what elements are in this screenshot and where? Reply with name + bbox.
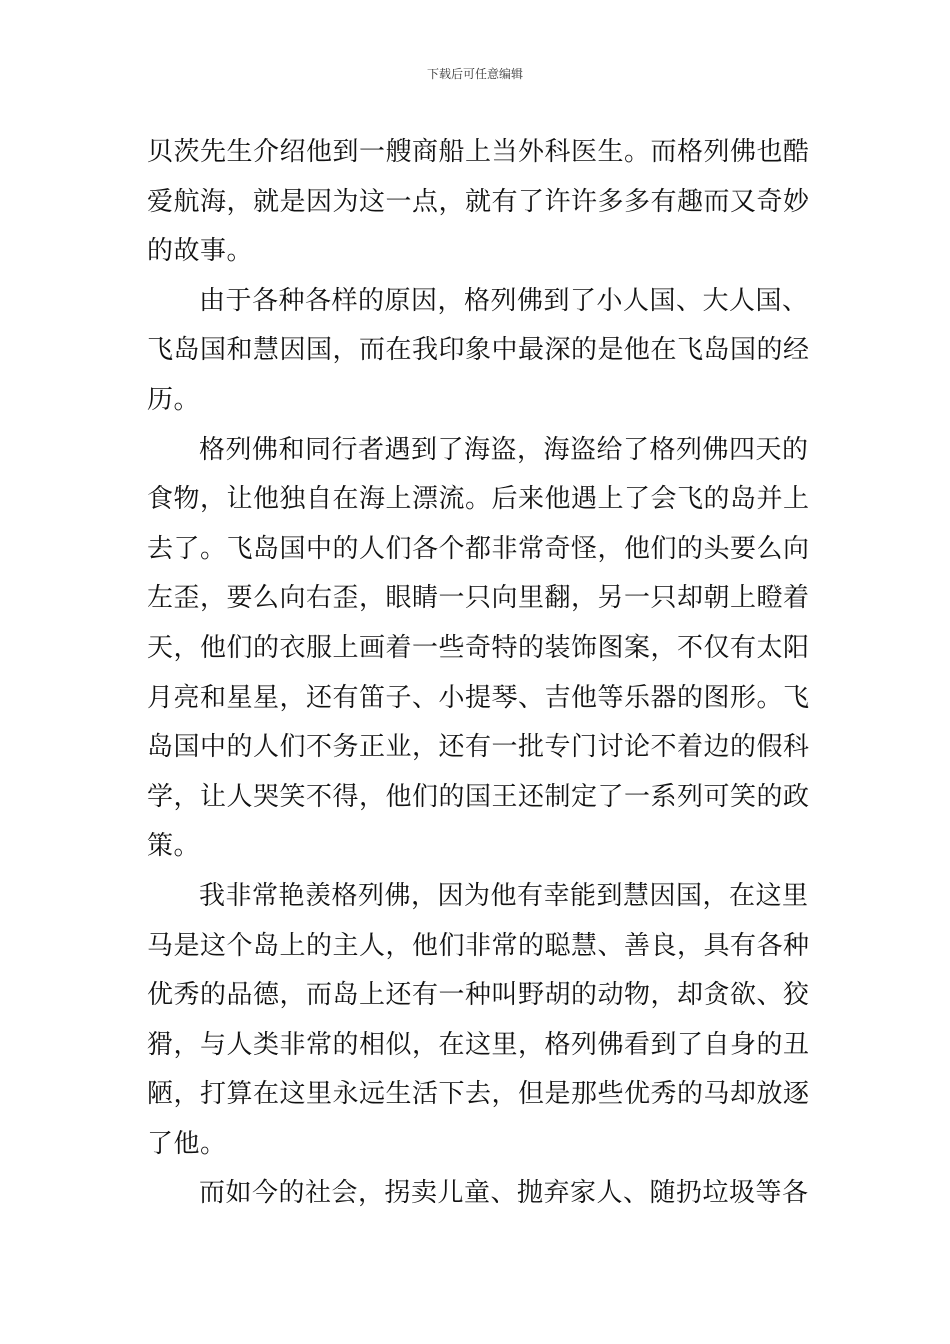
text-line: 去了。飞岛国中的人们各个都非常奇怪，他们的头要么向 [147,533,810,564]
text-line: 历。 [147,384,201,415]
paragraph-start-line: 我非常艳羡格列佛，因为他有幸能到慧因国，在这里 [199,880,809,911]
text-line: 左歪，要么向右歪，眼睛一只向里翻，另一只却朝上瞪着 [147,583,810,614]
text-line: 食物，让他独自在海上漂流。后来他遇上了会飞的岛并上 [147,484,810,515]
text-line: 爱航海，就是因为这一点，就有了许许多多有趣而又奇妙 [147,186,810,217]
text-line: 马是这个岛上的主人，他们非常的聪慧、善良，具有各种 [147,930,810,961]
paragraph-start-line: 格列佛和同行者遇到了海盗，海盗给了格列佛四天的 [199,434,809,465]
text-line: 飞岛国和慧因国，而在我印象中最深的是他在飞岛国的经 [147,335,810,366]
text-line: 岛国中的人们不务正业，还有一批专门讨论不着边的假科 [147,732,810,763]
text-line: 猾，与人类非常的相似，在这里，格列佛看到了自身的丑 [147,1029,810,1060]
text-line: 优秀的品德，而岛上还有一种叫野胡的动物，却贪欲、狡 [147,980,810,1011]
text-line: 天，他们的衣服上画着一些奇特的装饰图案，不仅有太阳 [147,632,810,663]
paragraph-start-line: 而如今的社会，拐卖儿童、抛弃家人、随扔垃圾等各 [199,1178,809,1209]
text-line: 月亮和星星，还有笛子、小提琴、吉他等乐器的图形。飞 [147,682,810,713]
text-line: 陋，打算在这里永远生活下去，但是那些优秀的马却放逐 [147,1079,810,1110]
text-line: 学，让人哭笑不得，他们的国王还制定了一系列可笑的政 [147,781,810,812]
paragraph-start-line: 由于各种各样的原因，格列佛到了小人国、大人国、 [199,285,809,316]
text-line: 的故事。 [147,236,254,267]
body-text [147,128,817,1219]
text-line: 贝茨先生介绍他到一艘商船上当外科医生。而格列佛也酷 [147,137,810,167]
text-line: 了他。 [147,1128,227,1159]
page-header-note: 下载后可任意编辑 [426,67,523,81]
text-line: 策。 [147,831,201,862]
